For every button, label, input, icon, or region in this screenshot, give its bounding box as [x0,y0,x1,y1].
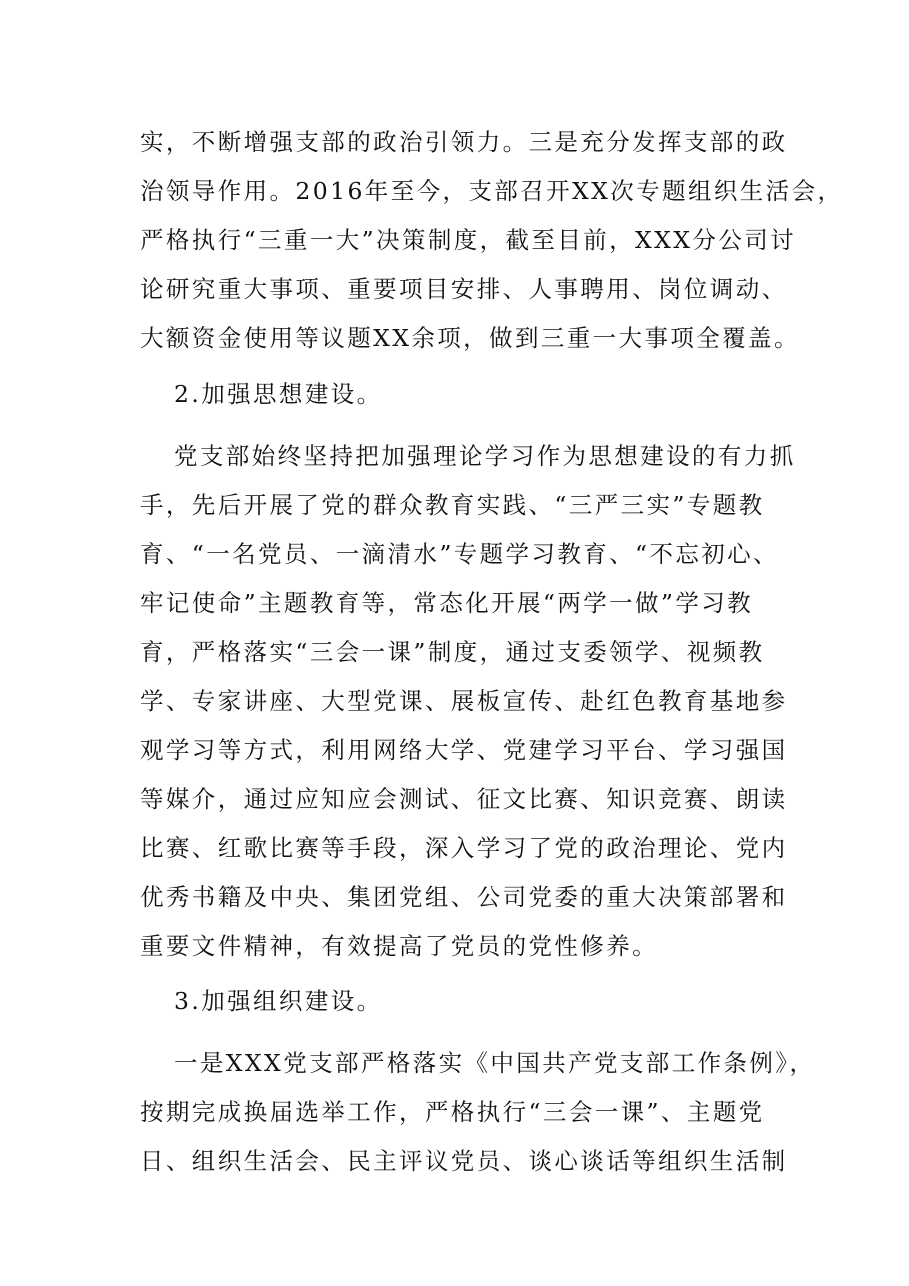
section-heading: 2.加强思想建设。 [174,380,383,408]
body-text-line: 日、组织生活会、民主评议党员、谈心谈话等组织生活制 [140,1147,788,1175]
body-text-line: 大额资金使用等议题XX余项，做到三重一大事项全覆盖。 [140,324,800,352]
body-text-line: 育、“一名党员、一滴清水”专题学习教育、“不忘初心、 [140,540,779,568]
body-text-line: 论研究重大事项、重要项目安排、人事聘用、岗位调动、 [140,275,788,303]
body-text-line: 重要文件精神，有效提高了党员的党性修养。 [140,932,658,960]
body-text-line: 牢记使命”主题教育等，常态化开展“两学一做”学习教 [140,589,754,617]
body-text-line: 严格执行“三重一大”决策制度，截至目前，XXX分公司讨 [140,226,797,254]
body-text-line: 育，严格落实“三会一课”制度，通过支委领学、视频教 [140,638,765,666]
body-text-line: 党支部始终坚持把加强理论学习作为思想建设的有力抓 [174,442,796,470]
body-text-line: 一是XXX党支部严格落实《中国共产党支部工作条例》， [174,1049,816,1077]
body-text-line: 学、专家讲座、大型党课、展板宣传、赴红色教育基地参 [140,687,788,715]
body-text-line: 等媒介，通过应知应会测试、征文比赛、知识竞赛、朗读 [140,785,788,813]
body-text-line: 按期完成换届选举工作，严格执行“三会一课”、主题党 [140,1098,765,1126]
body-text-line: 治领导作用。2016年至今，支部召开XX次专题组织生活会， [140,177,844,205]
body-text-line: 实，不断增强支部的政治引领力。三是充分发挥支部的政 [140,128,788,156]
body-text-line: 比赛、红歌比赛等手段，深入学习了党的政治理论、党内 [140,834,788,862]
body-text-line: 优秀书籍及中央、集团党组、公司党委的重大决策部署和 [140,883,788,911]
body-text-line: 观学习等方式，利用网络大学、党建学习平台、学习强国 [140,736,788,764]
section-heading: 3.加强组织建设。 [174,987,383,1015]
body-text-line: 手，先后开展了党的群众教育实践、“三严三实”专题教 [140,491,765,519]
